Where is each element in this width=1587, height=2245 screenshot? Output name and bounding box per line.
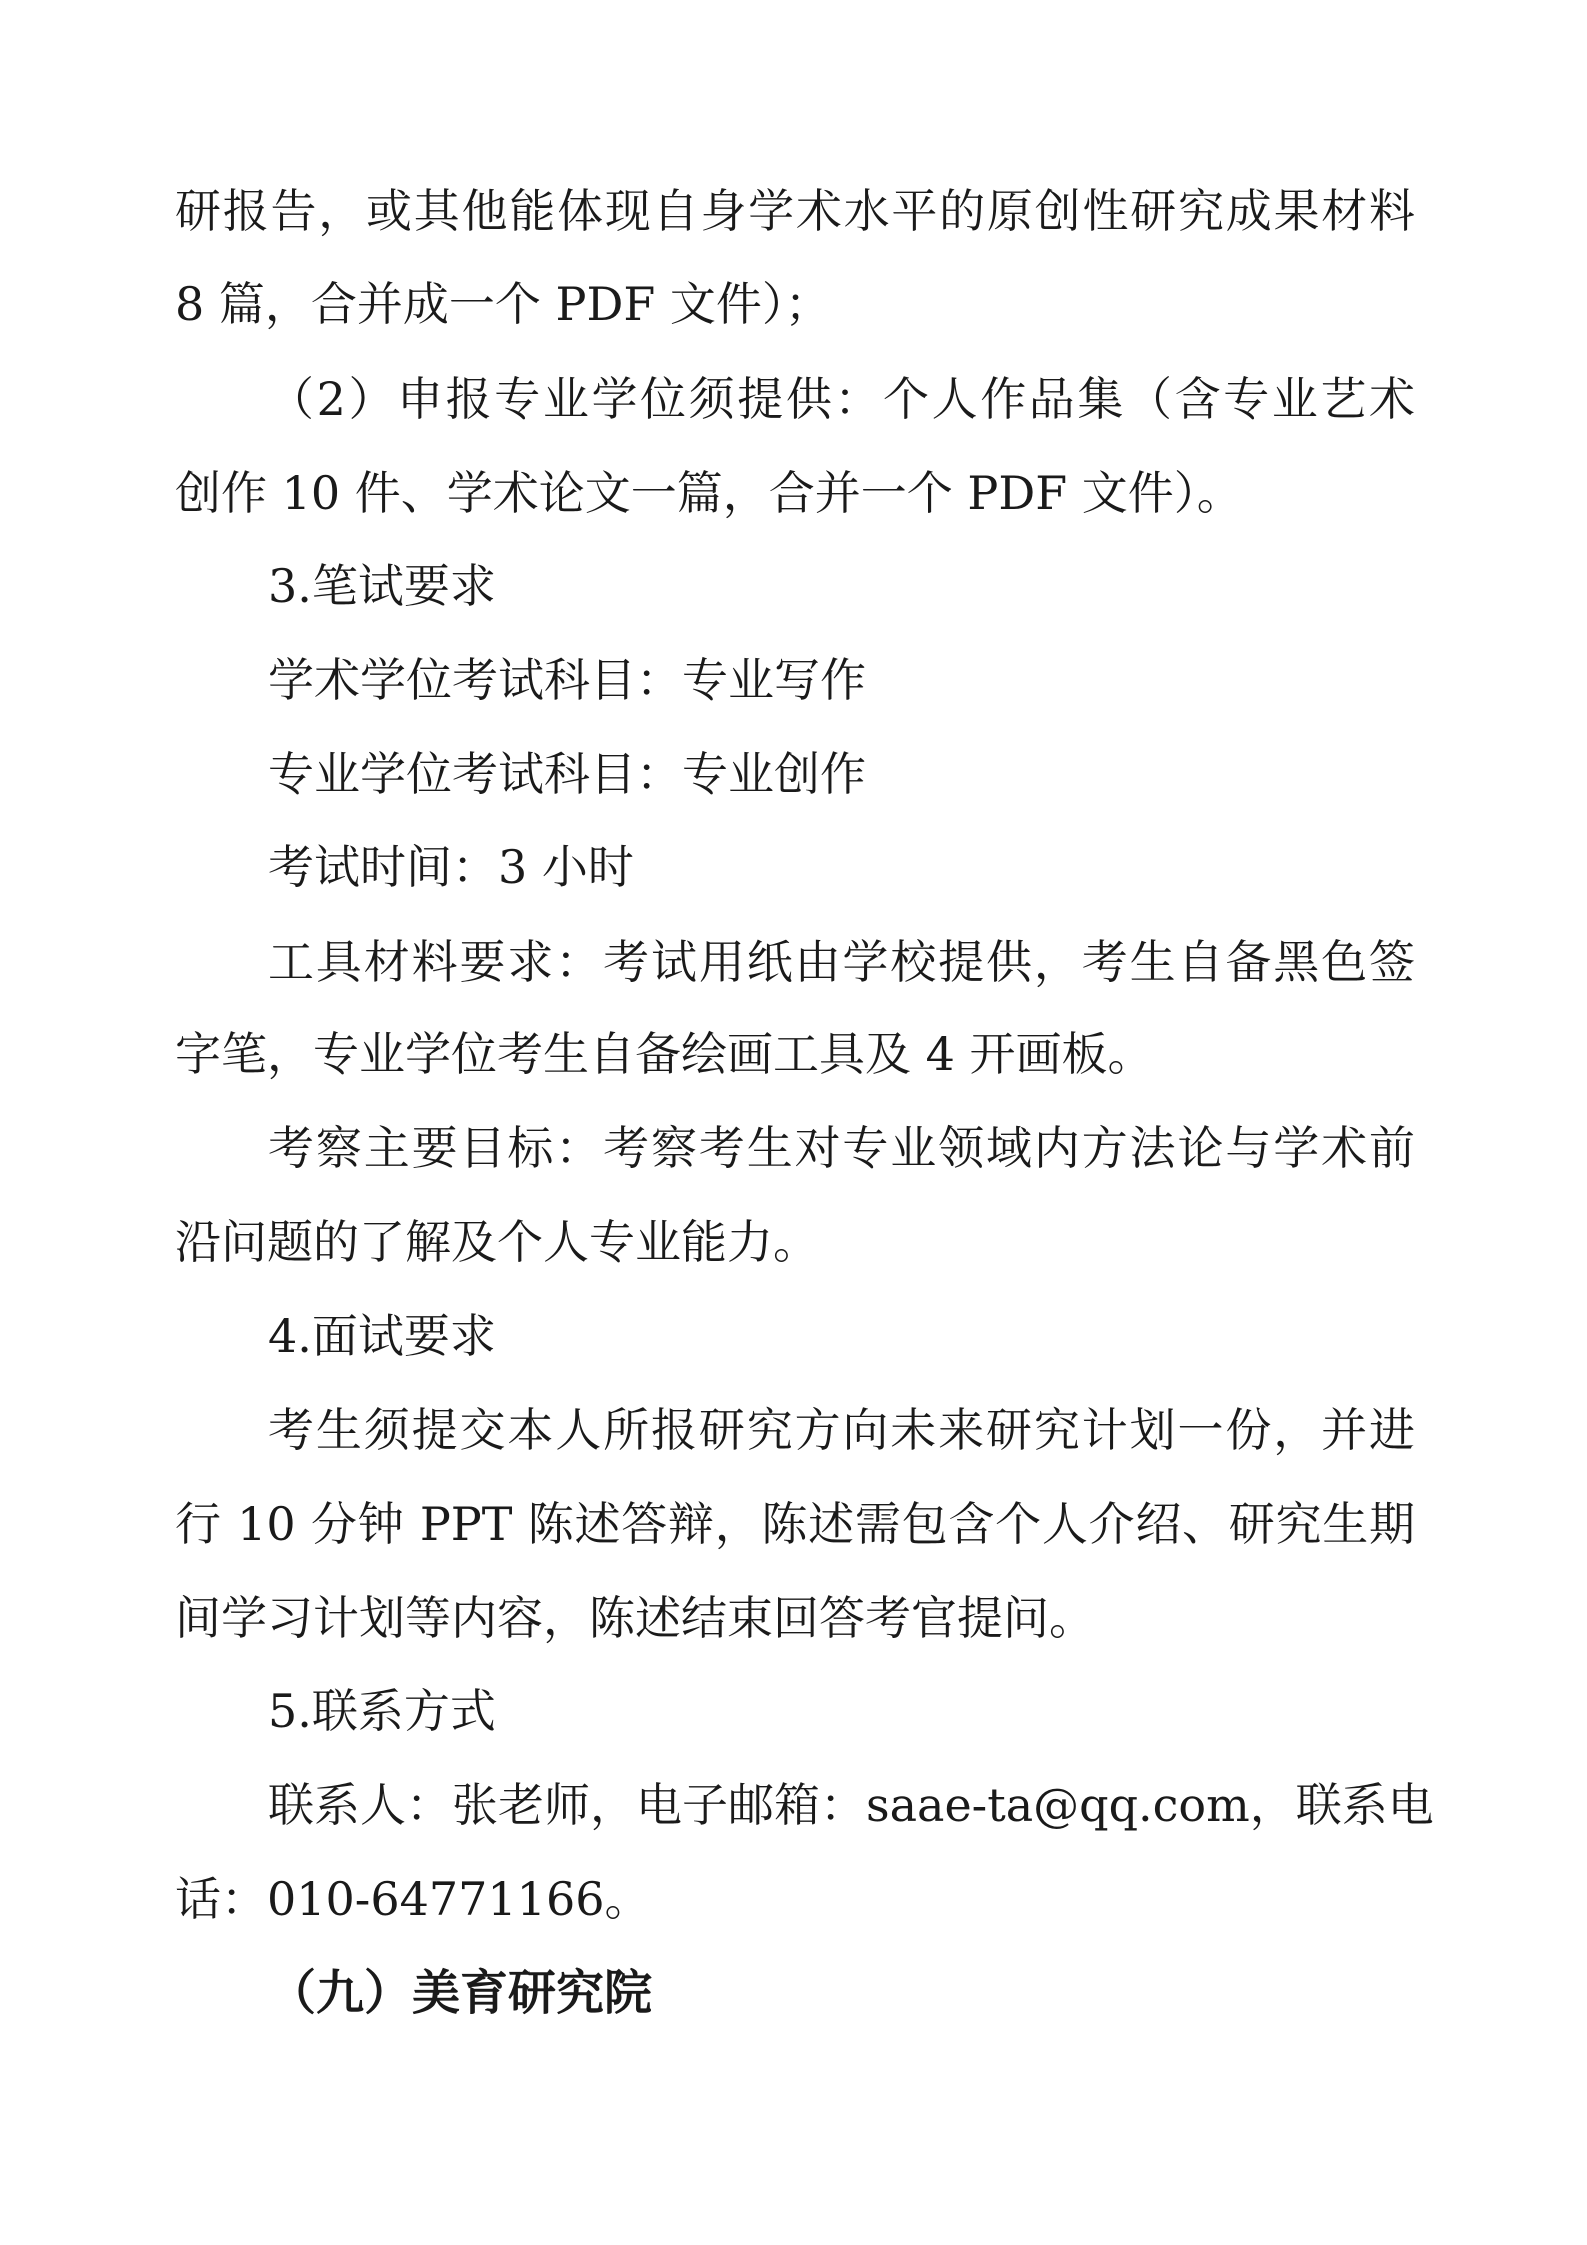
paragraph-line: 研报告，或其他能体现自身学术水平的原创性研究成果材料	[175, 184, 1415, 238]
paragraph-line: 考试时间：3 小时	[268, 840, 634, 894]
paragraph-line: （2）申报专业学位须提供：个人作品集（含专业艺术	[268, 372, 1415, 426]
paragraph-line: 考生须提交本人所报研究方向未来研究计划一份，并进	[268, 1403, 1415, 1457]
paragraph-line: 间学习计划等内容，陈述结束回答考官提问。	[175, 1591, 1095, 1645]
paragraph-line: 考察主要目标：考察考生对专业领域内方法论与学术前	[268, 1121, 1415, 1175]
paragraph-line: 联系人：张老师，电子邮箱：saae-ta@qq.com，联系电	[268, 1778, 1434, 1832]
paragraph-line: 8 篇，合并成一个 PDF 文件）；	[175, 277, 831, 331]
section-heading: 5.联系方式	[268, 1684, 496, 1738]
section-heading: 4.面试要求	[268, 1309, 496, 1363]
paragraph-line: 学术学位考试科目：专业写作	[268, 653, 866, 707]
section-heading: 3.笔试要求	[268, 559, 496, 613]
chapter-heading: （九）美育研究院	[268, 1965, 653, 2021]
paragraph-line: 沿问题的了解及个人专业能力。	[175, 1215, 819, 1269]
paragraph-line: 创作 10 件、学术论文一篇，合并一个 PDF 文件）。	[175, 466, 1243, 520]
paragraph-line: 专业学位考试科目：专业创作	[268, 747, 866, 801]
paragraph-line: 话：010-64771166。	[175, 1872, 651, 1926]
paragraph-line: 字笔，专业学位考生自备绘画工具及 4 开画板。	[175, 1027, 1154, 1081]
paragraph-line: 行 10 分钟 PPT 陈述答辩，陈述需包含个人介绍、研究生期	[175, 1497, 1415, 1551]
paragraph-line: 工具材料要求：考试用纸由学校提供，考生自备黑色签	[268, 935, 1415, 989]
